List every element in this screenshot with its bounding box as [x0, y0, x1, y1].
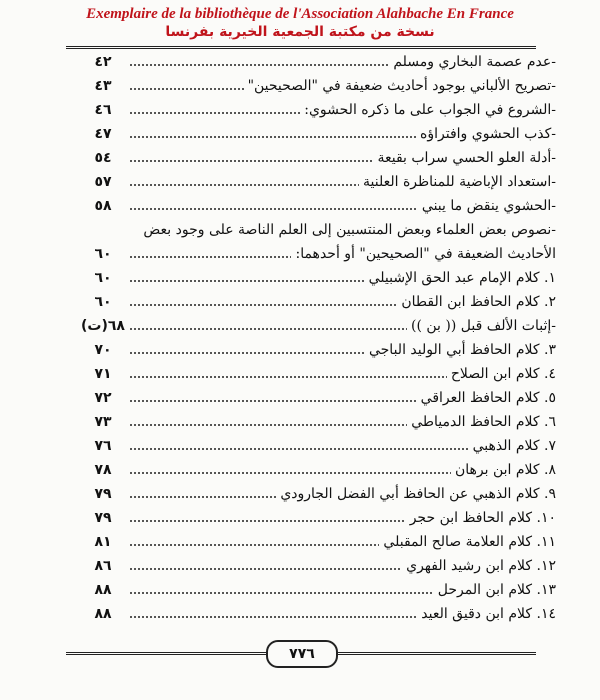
toc-entry-title: -الحشوي ينقض ما يبني	[418, 196, 556, 216]
toc-entry-title: ٤. كلام ابن الصلاح	[447, 364, 556, 384]
toc-entry-title: -عدم عصمة البخاري ومسلم	[389, 52, 556, 72]
toc-entry-title: ١٠. كلام الحافظ ابن حجر	[406, 508, 556, 528]
toc-entry-title: -نصوص بعض العلماء وبعض المنتسبين إلى العلم الناصة على وجود بعض	[143, 222, 556, 238]
toc-entry	[70, 604, 556, 626]
toc-entry-page: ٧٣	[94, 414, 112, 430]
toc-entry-page: ٧٦	[94, 438, 112, 454]
toc-entry-title: ٣. كلام الحافظ أبي الوليد الباجي	[365, 340, 556, 360]
top-rule	[66, 46, 536, 49]
toc-entry-page: ٨٦	[94, 558, 112, 574]
toc-entry-page: ٤٣	[94, 78, 112, 94]
toc-entry-title: ١٢. كلام ابن رشيد الفهري	[402, 556, 556, 576]
toc-entry-title: ٢. كلام الحافظ ابن القطان	[397, 292, 556, 312]
toc-entry-page: ٤٢	[94, 54, 112, 70]
toc-entry-title: ٧. كلام الذهبي	[469, 436, 556, 456]
toc-entry-page: ٧٩	[94, 510, 112, 526]
toc-entry-heading	[70, 220, 556, 242]
toc-entry-title: ٨. كلام ابن برهان	[451, 460, 556, 480]
toc-entry-title: ٩. كلام الذهبي عن الحافظ أبي الفضل الجارودي	[276, 484, 556, 504]
toc-entry	[70, 316, 556, 338]
toc-entry	[70, 292, 556, 314]
toc-entry	[70, 52, 556, 74]
toc-entry-page: ٦٠	[94, 246, 112, 262]
toc-entry-page: ٨٨	[94, 582, 112, 598]
toc-entry-title: -استعداد الإباضية للمناظرة العلنية	[359, 172, 556, 192]
toc-entry	[70, 172, 556, 194]
toc-entry-page: ٨١	[94, 534, 112, 550]
library-stamp-arabic: نسخة من مكتبة الجمعية الخيرية بفرنسا	[165, 24, 435, 40]
toc-entry-page: ٧١	[94, 366, 112, 382]
toc-entry	[70, 508, 556, 530]
toc-entry	[70, 484, 556, 506]
toc-entry-page: ٧٨	[94, 462, 112, 478]
page-number: ٧٧٦	[266, 640, 338, 668]
toc-entry-title: -تصريح الألباني بوجود أحاديث ضعيفة في "الصحيحين"	[244, 76, 556, 96]
toc-entry	[70, 148, 556, 170]
toc-entry-title: ١٣. كلام ابن المرحل	[434, 580, 556, 600]
toc-entry-title: ١. كلام الإمام عبد الحق الإشبيلي	[365, 268, 556, 288]
toc-entry-page: ٦٠	[94, 270, 112, 286]
toc-entry	[70, 340, 556, 362]
toc-entry	[70, 364, 556, 386]
toc-entry-title: ٦. كلام الحافظ الدمياطي	[407, 412, 556, 432]
toc-entry-title: الأحاديث الضعيفة في "الصحيحين" أو أحدهما:	[291, 244, 556, 264]
toc-entry-page: ٤٧	[94, 126, 112, 142]
toc-entry	[70, 244, 556, 266]
toc-entry-title: -أدلة العلو الحسي سراب بقيعة	[373, 148, 556, 168]
toc-entry-page: ٥٤	[94, 150, 112, 166]
toc-entry	[70, 580, 556, 602]
toc-entry-title: -الشروع في الجواب على ما ذكره الحشوي:	[300, 100, 556, 120]
toc-entry	[70, 388, 556, 410]
toc-entry	[70, 556, 556, 578]
toc-entry-page: ٦٠	[94, 294, 112, 310]
toc-entry	[70, 76, 556, 98]
toc-entry	[70, 124, 556, 146]
toc-entry-page: ٥٧	[94, 174, 112, 190]
toc-entry	[70, 460, 556, 482]
toc-entry	[70, 196, 556, 218]
toc-entry-title: ١٤. كلام ابن دقيق العيد	[417, 604, 556, 624]
toc-entry	[70, 532, 556, 554]
toc-entry-page: ٦٨(ت)	[81, 318, 125, 334]
toc-entry-page: ٧٠	[94, 342, 112, 358]
toc-entry-title: ١١. كلام العلامة صالح المقبلي	[379, 532, 556, 552]
toc-entry-title: -كذب الحشوي وافتراؤه	[416, 124, 556, 144]
toc-entry-page: ٨٨	[94, 606, 112, 622]
toc-entry-title: -إثبات الألف قبل (( بن ))	[407, 316, 556, 336]
toc-entry	[70, 100, 556, 122]
toc-entry-title: ٥. كلام الحافظ العراقي	[417, 388, 556, 408]
toc-entry	[70, 412, 556, 434]
toc-entry-page: ٧٢	[94, 390, 112, 406]
toc-entry-page: ٤٦	[94, 102, 112, 118]
toc-entry-page: ٧٩	[94, 486, 112, 502]
library-stamp-french: Exemplaire de la bibliothèque de l'Association Alahbache En France	[86, 6, 514, 22]
toc-entry-page: ٥٨	[94, 198, 112, 214]
toc-entry	[70, 436, 556, 458]
toc-entry	[70, 268, 556, 290]
